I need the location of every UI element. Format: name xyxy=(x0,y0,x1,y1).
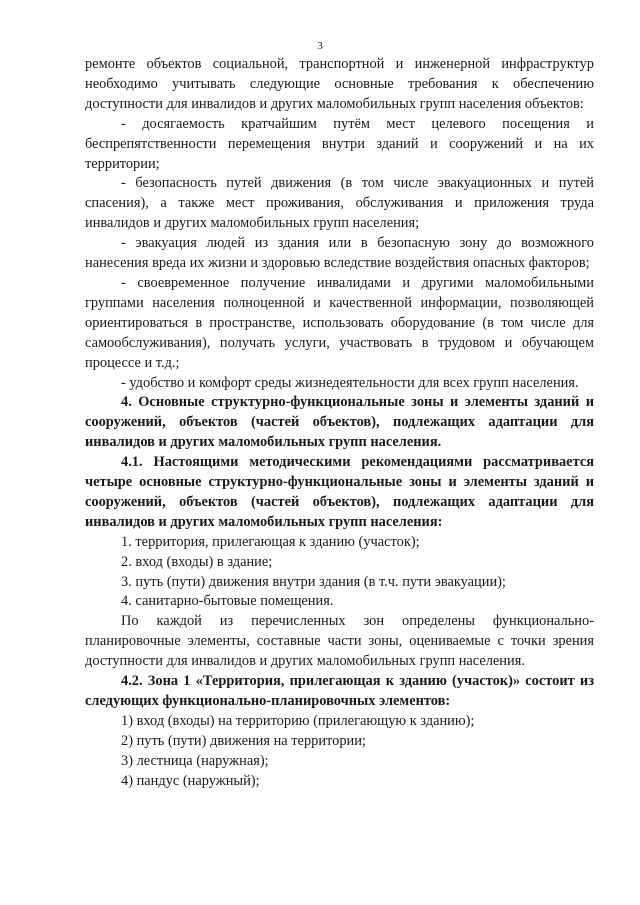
paragraph-requirement-comfort: - удобство и комфорт среды жизнедеятельности для всех групп населения. xyxy=(121,374,579,391)
section-heading-4-1: 4.1. Настоящими методическими рекомендациями рассматривается четыре основные структурно-функциональные зоны и элементы зданий и сооружений, объектов (частей объектов), подлежащих адаптации для инвалидов и других маломобильных групп населения: xyxy=(85,454,594,530)
paragraph-requirement-evacuation: - эвакуация людей из здания или в безопасную зону до возможного нанесения вреда их жизни и здоровью вследствие воздействия опасных факторов; xyxy=(85,235,594,272)
paragraph-intro: ремонте объектов социальной, транспортной и инженерной инфраструктур необходимо учитывать следующие основные требования к обеспечению доступности для инвалидов и других маломобильных групп населения объектов: xyxy=(85,56,594,112)
paragraph-requirement-safety: - безопасность путей движения (в том числе эвакуационных и путей спасения), а также мест проживания, обслуживания и приложения труда инвалидов и других маломобильных групп населения; xyxy=(85,175,594,232)
list-item-zone-2: 2. вход (входы) в здание; xyxy=(121,553,273,570)
paragraph-requirement-reachability: - досягаемость кратчайшим путём мест целевого посещения и беспрепятственности перемещения внутри зданий и сооружений и на их территории; xyxy=(85,115,594,172)
list-item-zone-1: 1. территория, прилегающая к зданию (участок); xyxy=(121,533,420,550)
list-item-zone-4: 4. санитарно-бытовые помещения. xyxy=(121,593,334,610)
page-number: 3 xyxy=(317,40,323,52)
section-heading-4-2: 4.2. Зона 1 «Территория, прилегающая к зданию (участок)» состоит из следующих функционально-планировочных элементов: xyxy=(85,673,594,709)
list-item-element-4: 4) пандус (наружный); xyxy=(121,772,260,789)
list-item-element-2: 2) путь (пути) движения на территории; xyxy=(121,732,366,749)
paragraph-zones-elements: По каждой из перечисленных зон определены функционально-планировочные элементы, составные части зоны, оцениваемые с точки зрения доступности для инвалидов и других маломобильных групп населения. xyxy=(85,613,594,670)
section-heading-4: 4. Основные структурно-функциональные зоны и элементы зданий и сооружений, объектов (частей объектов), подлежащих адаптации для инвалидов и других маломобильных групп населения. xyxy=(85,394,594,451)
list-item-element-1: 1) вход (входы) на территорию (прилегающую к зданию); xyxy=(121,712,475,729)
list-item-element-3: 3) лестница (наружная); xyxy=(121,752,269,769)
document-body xyxy=(85,55,594,792)
list-item-zone-3: 3. путь (пути) движения внутри здания (в т.ч. пути эвакуации); xyxy=(121,573,506,590)
paragraph-requirement-information: - своевременное получение инвалидами и другими маломобильными группами населения полноценной и качественной информации, позволяющей ориентироваться в пространстве, использовать оборудование (в том числе для самообслуживания), получать услуги, участвовать в трудовом и обучающем процессе и т.д.; xyxy=(85,274,594,371)
